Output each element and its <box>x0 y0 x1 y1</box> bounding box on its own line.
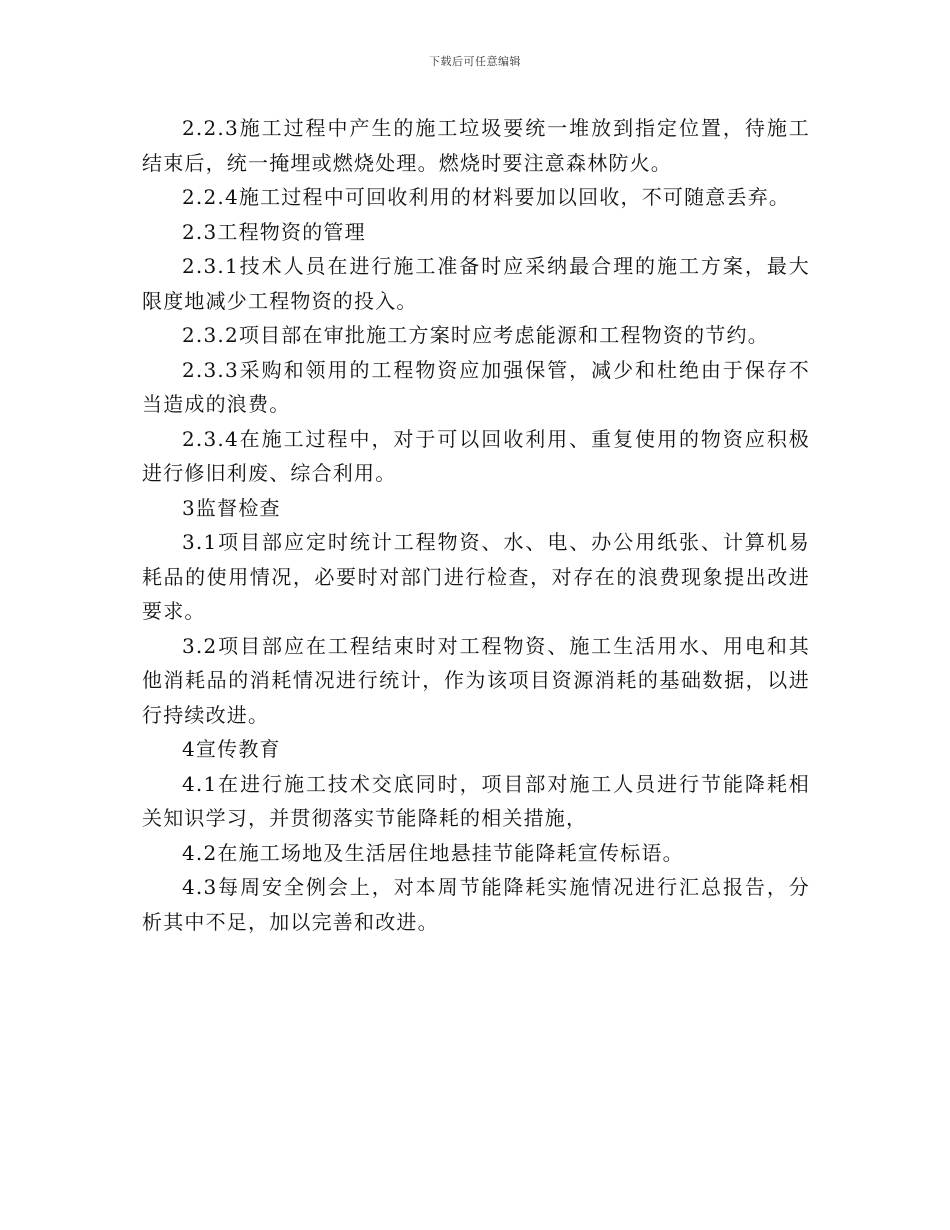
paragraph-2-3-2: 2.3.2项目部在审批施工方案时应考虑能源和工程物资的节约。 <box>182 323 769 347</box>
document-body <box>142 111 810 939</box>
heading-3: 3监督检查 <box>182 495 281 520</box>
paragraph-4-1: 4.1在进行施工技术交底同时，项目部对施工人员进行节能降耗相关知识学习，并贯彻落实节能降耗的相关措施， <box>142 771 810 830</box>
paragraph-3-2: 3.2项目部应在工程结束时对工程物资、施工生活用水、用电和其他消耗品的消耗情况进行统计，作为该项目资源消耗的基础数据，以进行持续改进。 <box>142 633 810 727</box>
paragraph-3-1: 3.1项目部应定时统计工程物资、水、电、办公用纸张、计算机易耗品的使用情况，必要时对部门进行检查，对存在的浪费现象提出改进要求。 <box>142 530 810 623</box>
heading-4: 4宣传教育 <box>182 737 281 761</box>
paragraph-2-2-3: 2.2.3施工过程中产生的施工垃圾要统一堆放到指定位置，待施工结束后，统一掩埋或燃烧处理。燃烧时要注意森林防火。 <box>142 116 810 175</box>
paragraph-4-3: 4.3每周安全例会上，对本周节能降耗实施情况进行汇总报告，分析其中不足，加以完善和改进。 <box>142 875 810 934</box>
heading-2-3: 2.3工程物资的管理 <box>182 219 366 244</box>
paragraph-2-3-1: 2.3.1技术人员在进行施工准备时应采纳最合理的施工方案，最大限度地减少工程物资的投入。 <box>142 254 810 313</box>
page-header: 下载后可任意编辑 <box>429 55 521 68</box>
paragraph-4-2: 4.2在施工场地及生活居住地悬挂节能降耗宣传标语。 <box>182 840 684 865</box>
paragraph-2-3-3: 2.3.3采购和领用的工程物资应加强保管，减少和杜绝由于保存不当造成的浪费。 <box>142 357 810 416</box>
paragraph-2-3-4: 2.3.4在施工过程中，对于可以回收利用、重复使用的物资应积极进行修旧利废、综合利用。 <box>142 426 810 485</box>
paragraph-2-2-4: 2.2.4施工过程中可回收利用的材料要加以回收，不可随意丢弃。 <box>182 185 791 209</box>
